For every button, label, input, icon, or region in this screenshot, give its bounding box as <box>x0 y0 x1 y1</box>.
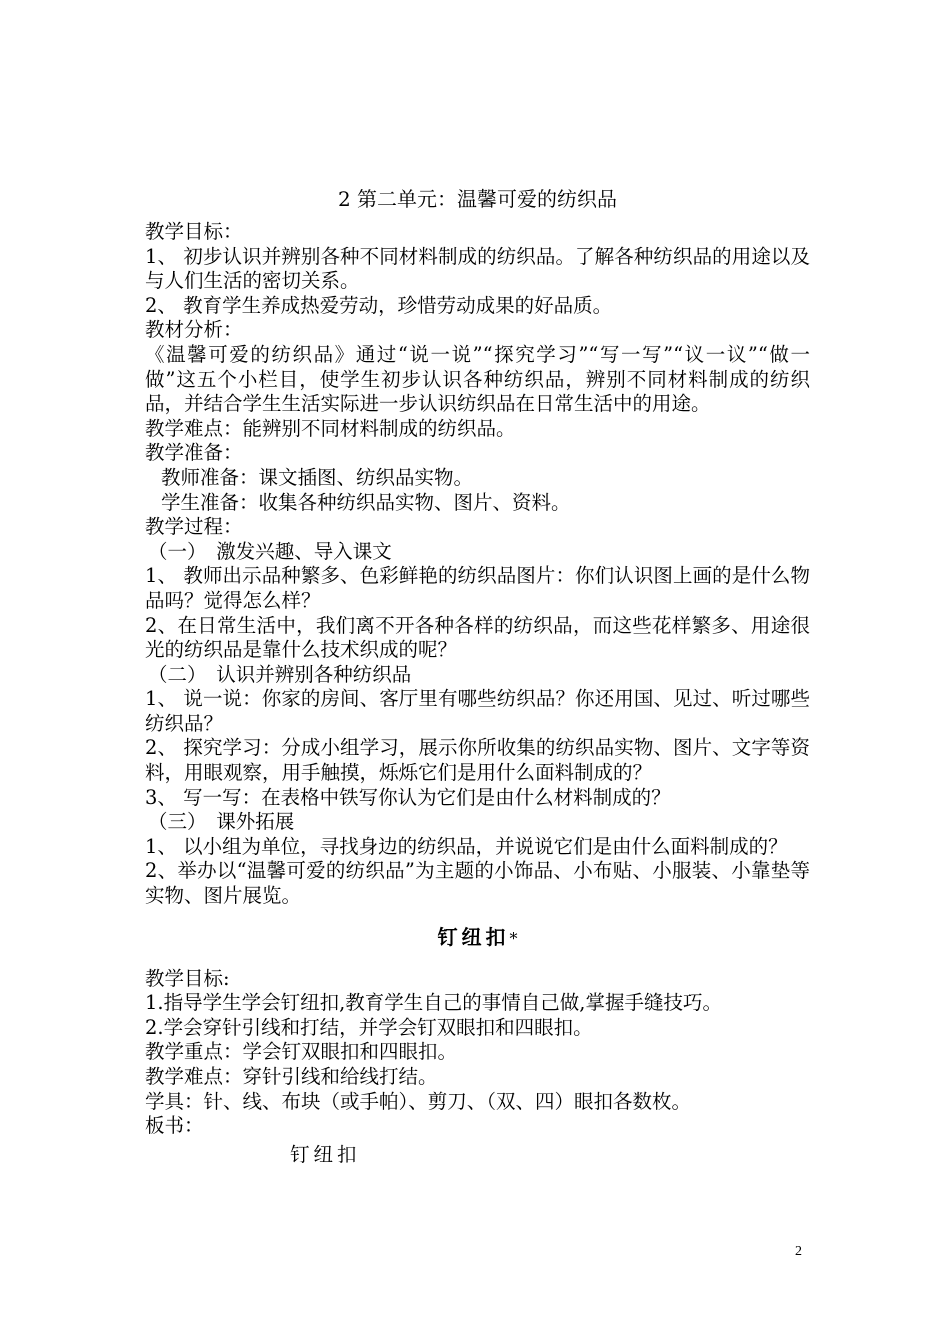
unit-goal-item: 1、 初步认识并辨别各种不同材料制成的纺织品。了解各种纺织品的用途以及与人们生活的密切关系。 <box>145 244 810 293</box>
lesson-goal-item: 2.学会穿针引线和打结，并学会钉双眼扣和四眼扣。 <box>145 1015 593 1039</box>
process-section-heading: （二） 认识并辨别各种纺织品 <box>148 662 412 686</box>
unit-difficulty: 教学难点：能辨别不同材料制成的纺织品。 <box>145 416 516 440</box>
board-label: 板书： <box>145 1114 204 1138</box>
teacher-preparation: 教师准备：课文插图、纺织品实物。 <box>161 465 474 489</box>
process-item: 2、在日常生活中，我们离不开各种各样的纺织品，而这些花样繁多、用途很光的纺织品是靠什么技术织成的呢？ <box>145 613 810 662</box>
unit-goals-label: 教学目标： <box>145 220 243 243</box>
unit-title: 2 第二单元：温馨可爱的纺织品 <box>337 187 618 211</box>
lesson-title <box>145 923 810 953</box>
process-item: 1、 以小组为单位，寻找身边的纺织品，并说说它们是由什么面料制成的？ <box>145 834 788 858</box>
process-item: 3、 写一写：在表格中铁写你认为它们是由什么材料制成的？ <box>145 785 671 809</box>
unit-analysis-text: 《温馨可爱的纺织品》通过“说一说”“探究学习”“写一写”“议一议”“做一做”这五个小栏目，使学生初步认识各种纺织品，辨别不同材料制成的纺织品，并结合学生生活实际进一步认识纺织品在日常生活中的用途。 <box>145 342 810 416</box>
unit-goal-item: 2、 教育学生养成热爱劳动，珍惜劳动成果的好品质。 <box>145 293 613 317</box>
process-section-heading: （一） 激发兴趣、导入课文 <box>148 539 392 563</box>
process-item: 2、 探究学习：分成小组学习，展示你所收集的纺织品实物、图片、文字等资料，用眼观察，用手触摸，烁烁它们是用什么面料制成的？ <box>145 736 810 785</box>
lesson-difficulty: 教学难点：穿针引线和给线打结。 <box>145 1065 438 1088</box>
lesson-title-text: 钉纽扣 <box>437 924 510 949</box>
process-item: 2、举办以“温馨可爱的纺织品”为主题的小饰品、小布贴、小服装、小靠垫等实物、图片展览。 <box>145 859 810 908</box>
page-number: 2 <box>795 1244 802 1259</box>
lesson-key-point: 教学重点：学会钉双眼扣和四眼扣。 <box>145 1040 458 1064</box>
unit-preparation-label: 教学准备： <box>145 441 243 465</box>
lesson-goal-item: 1.指导学生学会钉纽扣,教育学生自己的事情自己做,掌握手缝技巧。 <box>145 991 723 1015</box>
process-section-heading: （三） 课外拓展 <box>148 810 295 834</box>
unit-process-label: 教学过程： <box>145 515 243 539</box>
asterisk-mark: * <box>509 928 518 948</box>
process-item: 1、 说一说：你家的房间、客厅里有哪些纺织品？你还用国、见过、听过哪些纺织品？ <box>145 687 810 735</box>
lesson-tools: 学具：针、线、布块（或手帕）、剪刀、（双、四）眼扣各数枚。 <box>145 1089 692 1113</box>
student-preparation: 学生准备：收集各种纺织品实物、图片、资料。 <box>161 490 571 514</box>
page-content <box>145 184 810 1167</box>
unit-analysis-label: 教材分析： <box>145 318 243 342</box>
lesson-goals-label: 教学目标: <box>145 966 230 990</box>
board-text: 钉纽扣 <box>290 1142 361 1166</box>
process-item: 1、 教师出示品种繁多、色彩鲜艳的纺织品图片：你们认识图上画的是什么物品吗？觉得怎么样？ <box>145 564 810 612</box>
